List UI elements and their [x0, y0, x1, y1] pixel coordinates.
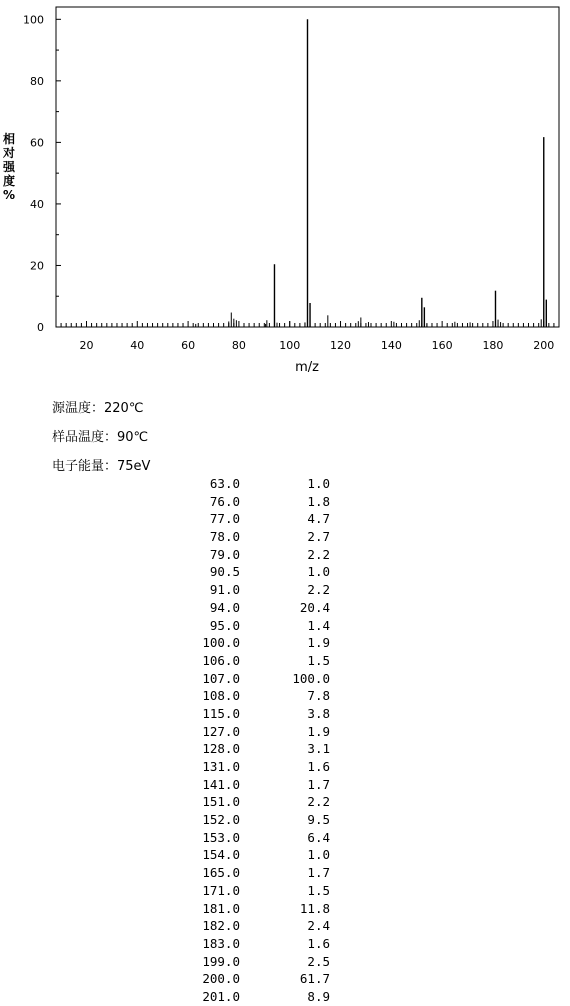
tick-marks [56, 19, 554, 327]
peak-intensity: 6.4 [307, 829, 330, 845]
peak-row [150, 846, 330, 864]
peak-intensity: 1.7 [307, 865, 330, 881]
peak-mz: 165.0 [202, 865, 240, 881]
y-tick-label: 0 [37, 321, 44, 334]
peak-row [150, 793, 330, 811]
peak-row [150, 599, 330, 617]
peak-intensity: 1.0 [307, 847, 330, 863]
x-tick-label: 160 [431, 339, 453, 352]
peak-intensity: 2.5 [307, 953, 330, 969]
peak-mz: 91.0 [209, 582, 240, 598]
y-axis-label-char: 对 [2, 146, 15, 160]
peak-table [150, 475, 330, 1006]
y-tick-label: 80 [30, 74, 44, 88]
peak-row [150, 758, 330, 776]
peak-mz: 141.0 [202, 776, 240, 792]
peak-row [150, 988, 330, 1006]
acquisition-params [52, 398, 150, 485]
peak-intensity: 7.8 [307, 688, 330, 704]
mass-spectrum-chart [0, 0, 570, 380]
y-axis-label-char: 强 [2, 160, 15, 174]
peak-mz: 153.0 [202, 829, 240, 845]
peak-row [150, 705, 330, 723]
peak-mz: 200.0 [202, 971, 240, 987]
peak-intensity: 1.5 [307, 652, 330, 668]
peak-intensity: 3.1 [307, 741, 330, 757]
peak-row [150, 687, 330, 705]
peak-mz: 171.0 [202, 882, 240, 898]
peak-intensity: 4.7 [307, 511, 330, 527]
peak-intensity: 8.9 [307, 988, 330, 1004]
peak-intensity: 2.2 [307, 546, 330, 562]
peak-intensity: 1.9 [307, 635, 330, 651]
x-tick-label: 200 [533, 339, 555, 352]
peak-intensity: 1.4 [307, 617, 330, 633]
peak-mz: 100.0 [202, 635, 240, 651]
peak-mz: 127.0 [202, 723, 240, 739]
peak-intensity: 1.9 [307, 723, 330, 739]
peak-intensity: 1.0 [307, 476, 330, 491]
peak-row [150, 723, 330, 741]
peak-row [150, 776, 330, 794]
peak-row [150, 935, 330, 953]
peak-intensity: 61.7 [299, 971, 330, 987]
y-axis-label-char: % [2, 188, 16, 202]
y-axis-label-char: 相 [2, 132, 15, 146]
peak-mz: 131.0 [202, 759, 240, 774]
peak-row [150, 811, 330, 829]
x-tick-label: 100 [279, 339, 301, 352]
peak-mz: 63.0 [209, 476, 240, 491]
peak-intensity: 2.2 [307, 794, 330, 810]
peak-row [150, 475, 330, 493]
spectrum-bars [196, 19, 547, 327]
peak-mz: 77.0 [209, 511, 240, 527]
peak-row [150, 970, 330, 988]
peak-mz: 152.0 [202, 812, 240, 828]
peak-mz: 94.0 [209, 599, 240, 615]
peak-row [150, 740, 330, 758]
x-axis-label: m/z [295, 360, 319, 375]
peak-mz: 199.0 [202, 953, 240, 969]
peak-mz: 79.0 [209, 546, 240, 562]
y-tick-label: 100 [23, 13, 44, 27]
peak-mz: 115.0 [202, 705, 240, 721]
peak-row [150, 634, 330, 652]
peak-intensity: 2.4 [307, 918, 330, 934]
peak-row [150, 864, 330, 882]
peak-row [150, 563, 330, 581]
peak-row [150, 917, 330, 935]
peak-row [150, 493, 330, 511]
peak-intensity: 1.0 [307, 564, 330, 580]
peak-row [150, 510, 330, 528]
peak-intensity: 1.6 [307, 935, 330, 951]
peak-row [150, 528, 330, 546]
x-tick-label: 180 [482, 339, 504, 352]
y-tick-label: 40 [30, 197, 44, 211]
peak-row [150, 900, 330, 918]
peak-intensity: 1.7 [307, 776, 330, 792]
peak-intensity: 9.5 [307, 812, 330, 828]
peak-row [150, 829, 330, 847]
peak-mz: 201.0 [202, 988, 240, 1004]
peak-mz: 76.0 [209, 493, 240, 509]
peak-mz: 128.0 [202, 741, 240, 757]
x-tick-label: 60 [181, 339, 196, 352]
peak-row [150, 546, 330, 564]
peak-mz: 106.0 [202, 652, 240, 668]
peak-intensity: 1.5 [307, 882, 330, 898]
y-tick-label: 60 [30, 136, 44, 150]
y-tick-label: 20 [30, 259, 44, 273]
x-tick-labels [79, 339, 554, 352]
peak-row [150, 882, 330, 900]
peak-mz: 78.0 [209, 529, 240, 545]
peak-intensity: 20.4 [299, 599, 330, 615]
param-source-temperature: 源温度：220℃ [52, 401, 144, 416]
peak-mz: 90.5 [209, 564, 240, 580]
peak-mz: 182.0 [202, 918, 240, 934]
peak-mz: 151.0 [202, 794, 240, 810]
peak-mz: 154.0 [202, 847, 240, 863]
y-axis-label-char: 度 [2, 174, 15, 188]
peak-intensity: 11.8 [299, 900, 330, 916]
x-tick-label: 80 [231, 339, 246, 352]
peak-intensity: 100.0 [292, 670, 330, 686]
peak-row [150, 670, 330, 688]
peak-row [150, 617, 330, 635]
peak-mz: 107.0 [202, 670, 240, 686]
x-tick-label: 120 [330, 339, 352, 352]
peak-intensity: 2.7 [307, 529, 330, 545]
peak-mz: 95.0 [209, 617, 240, 633]
x-tick-label: 20 [79, 339, 94, 352]
peak-intensity: 1.8 [307, 493, 330, 509]
y-axis-label [1, 132, 17, 202]
x-tick-label: 140 [380, 339, 402, 352]
peak-row [150, 581, 330, 599]
peak-row [150, 652, 330, 670]
peak-mz: 183.0 [202, 935, 240, 951]
peak-intensity: 2.2 [307, 582, 330, 598]
param-sample-temperature: 样品温度：90℃ [52, 430, 149, 445]
peak-intensity: 3.8 [307, 705, 330, 721]
peak-mz: 181.0 [202, 900, 240, 916]
peak-mz: 108.0 [202, 688, 240, 704]
peak-row [150, 953, 330, 971]
y-tick-labels [23, 13, 44, 334]
x-tick-label: 40 [130, 339, 145, 352]
param-electron-energy: 电子能量：75eV [52, 459, 151, 474]
peak-intensity: 1.6 [307, 759, 330, 774]
